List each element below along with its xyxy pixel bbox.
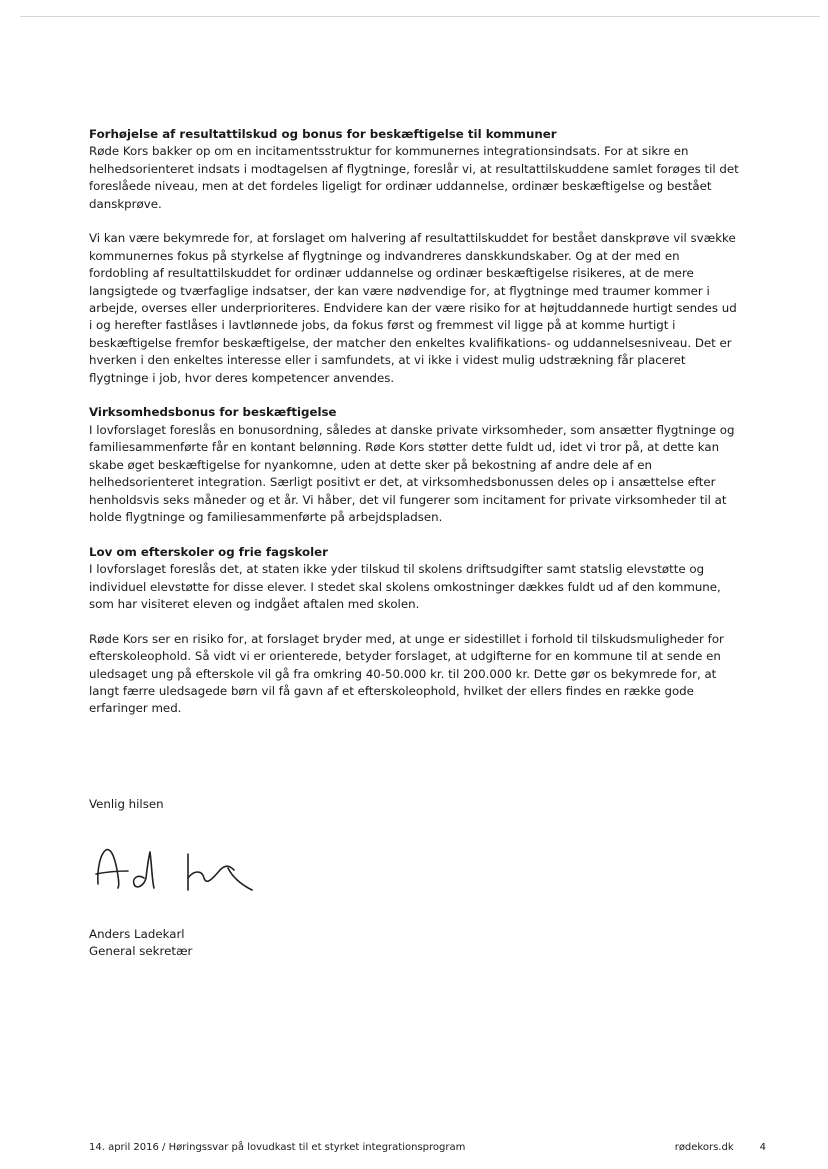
paragraph: Røde Kors bakker op om en incitamentsstruktur for kommunernes integrationsindsats. For at sikre en helhedsorienteret indsats i modtagelsen af flygtninge, foreslår vi, at resultattilskuddene samlet forøges til det foreslåede niveau, men at det fordeles ligeligt for ordinær uddannelse, ordinær beskæftigelse og bestået danskprøve. xyxy=(89,144,739,211)
section-efterskoler xyxy=(89,544,739,718)
signer-block xyxy=(89,926,192,961)
closing-greeting: Venlig hilsen xyxy=(89,797,164,811)
footer-right xyxy=(675,1142,766,1153)
paragraph: I lovforslaget foreslås en bonusordning, således at danske private virksomheder, som ansætter flygtninge og familiesammenførte får en kontant belønning. Røde Kors støtter dette fuldt ud, idet vi tror på, at dette kan skabe øget beskæftigelse for nyankomne, uden at dette sker på bekostning af andre dele af en helhedsorienteret integration. Særligt positivt er det, at virksomhedsbonussen deles op i ansættelse efter henholdsvis seks måneder og et år. Vi håber, det vil fungerer som incitament for private virksomheder til at holde flygtninge og familiesammenførte på arbejdspladsen. xyxy=(89,422,735,524)
section-heading: Lov om efterskoler og frie fagskoler xyxy=(89,544,328,559)
paragraph: I lovforslaget foreslås det, at staten ikke yder tilskud til skolens driftsudgifter samt statslig elevstøtte og individuel elevstøtte for disse elever. I stedet skal skolens omkostninger dækkes fuldt ud af den kommune, som har visiteret eleven og indgået aftalen med skolen. xyxy=(89,562,721,611)
handwritten-signature xyxy=(92,840,262,906)
letter-body xyxy=(89,126,739,735)
paragraph: Vi kan være bekymrede for, at forslaget om halvering af resultattilskuddet for bestået danskprøve vil svække kommunernes fokus på styrkelse af flygtninge og indvandreres danskkundskaber. Og at der med en fordobling af resultattilskuddet for ordinær uddannelse og ordinær beskæftigelse risikeres, at de mere langsigtede og tværfaglige indsatser, der kan være nødvendige for, at flygtninge med traumer kommer i arbejde, overses eller underprioriteres. Endvidere kan der være risiko for at højtuddannede hurtigt sendes ud i og herefter fastlåses i lavtlønnede jobs, da fokus først og fremmest vil ligge på at komme hurtigt i beskæftigelse fremfor beskæftigelse, der matcher den enkeltes kvalifikations- og uddannelsesniveau. Det er hverken i den enkeltes interesse eller i samfundets, at vi ikke i videst mulig udstrækning får placeret flygtninge i job, hvor deres kompetencer anvendes. xyxy=(89,231,737,385)
page-number: 4 xyxy=(759,1142,766,1153)
section-heading: Virksomhedsbonus for beskæftigelse xyxy=(89,405,337,420)
signer-title: General sekretær xyxy=(89,944,193,959)
section-virksomhedsbonus xyxy=(89,404,739,526)
scan-edge-line xyxy=(20,16,820,17)
paragraph: Røde Kors ser en risiko for, at forslaget bryder med, at unge er sidestillet i forhold til tilskudsmuligheder for efterskoleophold. Så vidt vi er orienterede, betyder forslaget, at udgifterne for en kommune til at sende en uledsaget ung på efterskole vil gå fra omkring 40-50.000 kr. til 200.000 kr. Dette gør os bekymrede for, at langt færre uledsagede børn vil få gavn af et efterskoleophold, hvilket der ellers findes en række gode erfaringer med. xyxy=(89,631,724,716)
page-footer xyxy=(89,1142,766,1153)
footer-document-info: 14. april 2016 / Høringssvar på lovudkast til et styrket integrationsprogram xyxy=(89,1142,466,1153)
signer-name: Anders Ladekarl xyxy=(89,927,185,941)
footer-website: rødekors.dk xyxy=(674,1142,734,1153)
section-resultattilskud xyxy=(89,126,739,387)
section-heading: Forhøjelse af resultattilskud og bonus for beskæftigelse til kommuner xyxy=(89,127,557,141)
